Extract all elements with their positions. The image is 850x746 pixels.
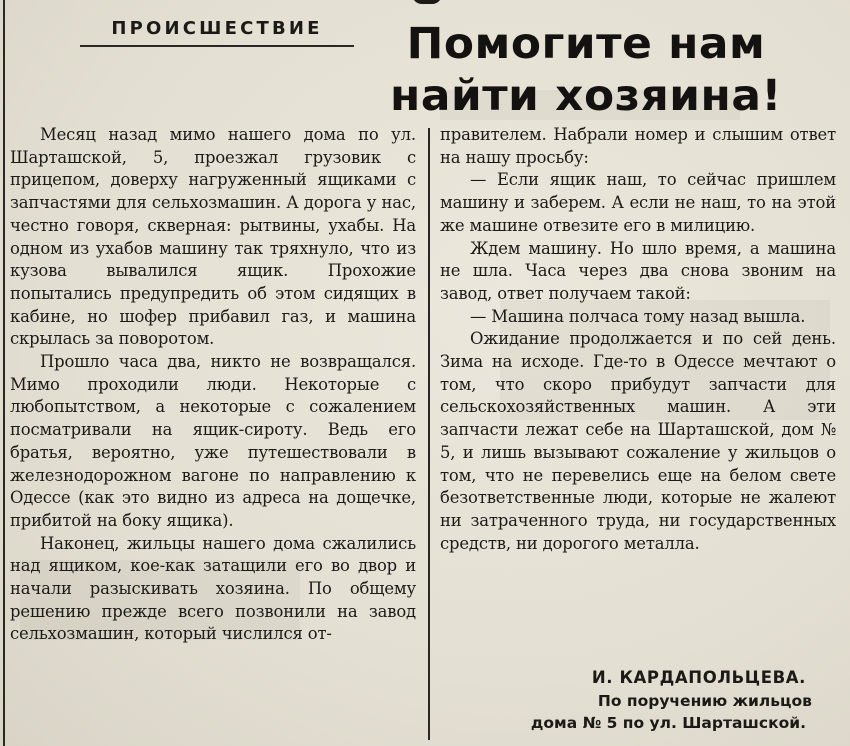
section-rubric: ПРОИСШЕСТВИЕ — [111, 18, 323, 39]
article-paragraph: Прошло часа два, никто не возвращался. Мимо проходили люди. Некоторые с любопытством, а некоторые с сожалением посматривали на ящик-сироту. Ведь его братья, вероятно, уже путешествовали в железнодорожном вагоне по направлению к Одессе (как это видно из адреса на дощечке, прибитой на боку ящика). — [10, 352, 416, 530]
headline-line-2: найти хозяина! — [390, 71, 782, 121]
author-signature: И. КАРДАПОЛЬЦЕВА. — [591, 668, 806, 687]
signature-note: дома № 5 по ул. Шарташской. — [530, 714, 806, 732]
article-paragraph: Ждем машину. Но шло время, а машина не шла. Часа через два снова звоним на завод, ответ получаем такой: — [440, 238, 836, 303]
signature-note: По поручению жильцов — [597, 692, 812, 710]
ink-mark — [412, 0, 442, 4]
article-paragraph: Месяц назад мимо нашего дома по ул. Шарташской, 5, проезжал грузовик с прицепом, доверху нагруженный ящиками с запчастями для сельхозмашин. А дорога у нас, честно говоря, скверная: рытвины, ухабы. На одном из ухабов машину так тряхнуло, что из кузова вывалился ящик. Прохожие попытались предупредить об этом сидящих в кабине, но шофер прибавил газ, и машина скрылась за поворотом. — [10, 125, 416, 349]
article-paragraph: — Если ящик наш, то сейчас пришлем машину и заберем. А если не наш, то на этой же машине отвезите его в милицию. — [440, 170, 836, 235]
column-border-left — [3, 0, 5, 746]
rubric-underline — [80, 45, 354, 47]
headline-line-1: Помогите нам — [406, 19, 766, 69]
article-column-left — [10, 124, 416, 646]
article-paragraph-continued: правителем. Набрали номер и слышим ответ на нашу просьбу: — [440, 125, 836, 167]
article-paragraph: — Машина полчаса тому назад вышла. — [470, 306, 806, 326]
article-paragraph: Наконец, жильцы нашего дома сжалились над ящиком, кое-как затащили его во двор и начали разыскивать хозяина. По общему решению прежде всего позвонили на завод сельхозмашин, который числился от- — [10, 533, 416, 644]
headline — [376, 18, 796, 122]
article-column-right — [440, 124, 836, 555]
article-paragraph: Ожидание продолжается и по сей день. Зима на исходе. Где-то в Одессе мечтают о том, что скоро прибудут запчасти для сельскохозяйственных машин. А эти запчасти лежат себе на Шарташской, дом № 5, и лишь вызывают сожаление у жильцов о том, что не перевелись еще на белом свете безответственные люди, которые не жалеют ни затраченного труда, ни государственных средств, ни дорогого металла. — [440, 329, 836, 553]
column-divider — [428, 128, 430, 740]
